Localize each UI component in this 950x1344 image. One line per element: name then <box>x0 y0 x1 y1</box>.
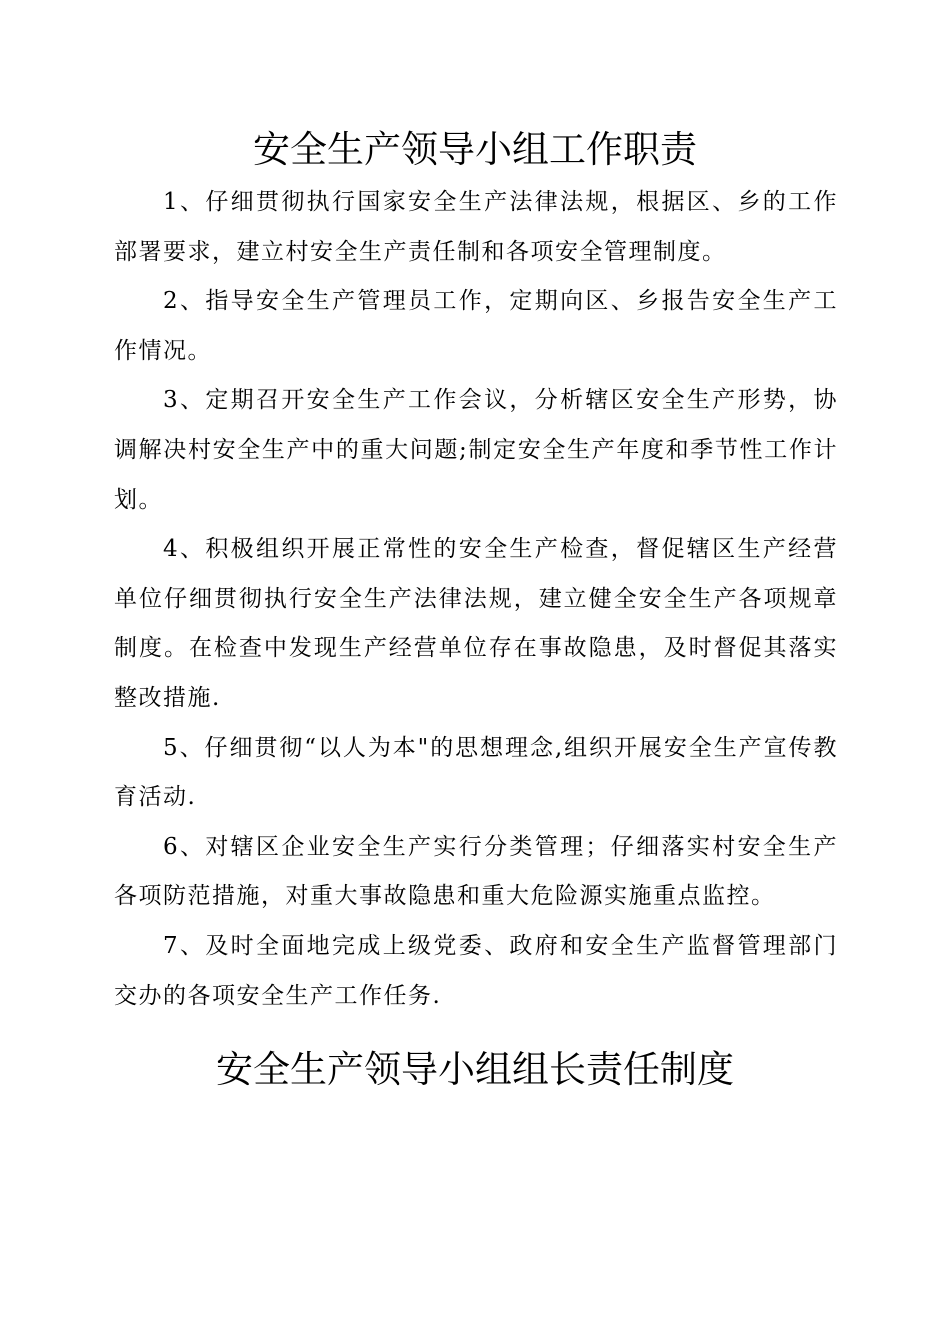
paragraph-3: 3、定期召开安全生产工作会议，分析辖区安全生产形势，协调解决村安全生产中的重大问题;制定安全生产年度和季节性工作计划。 <box>114 387 838 513</box>
page-title: 安全生产领导小组工作职责 <box>253 128 697 171</box>
paragraph-4: 4、积极组织开展正常性的安全生产检查，督促辖区生产经营单位仔细贯彻执行安全生产法律法规，建立健全安全生产各项规章制度。在检查中发现生产经营单位存在事故隐患，及时督促其落实整改措施. <box>114 536 838 711</box>
paragraph-1: 1、仔细贯彻执行国家安全生产法律法规，根据区、乡的工作部署要求，建立村安全生产责任制和各项安全管理制度。 <box>114 189 838 265</box>
paragraph-7: 7、及时全面地完成上级党委、政府和安全生产监督管理部门交办的各项安全生产工作任务. <box>114 932 838 1009</box>
paragraph-2: 2、指导安全生产管理员工作，定期向区、乡报告安全生产工作情况。 <box>114 288 838 364</box>
paragraph-6: 6、对辖区企业安全生产实行分类管理；仔细落实村安全生产各项防范措施，对重大事故隐患和重大危险源实施重点监控。 <box>114 833 838 910</box>
document-body <box>114 178 838 1021</box>
section-title: 安全生产领导小组组长责任制度 <box>216 1048 734 1091</box>
paragraph-5: 5、仔细贯彻“以人为本"的思想理念,组织开展安全生产宣传教育活动. <box>114 734 838 811</box>
